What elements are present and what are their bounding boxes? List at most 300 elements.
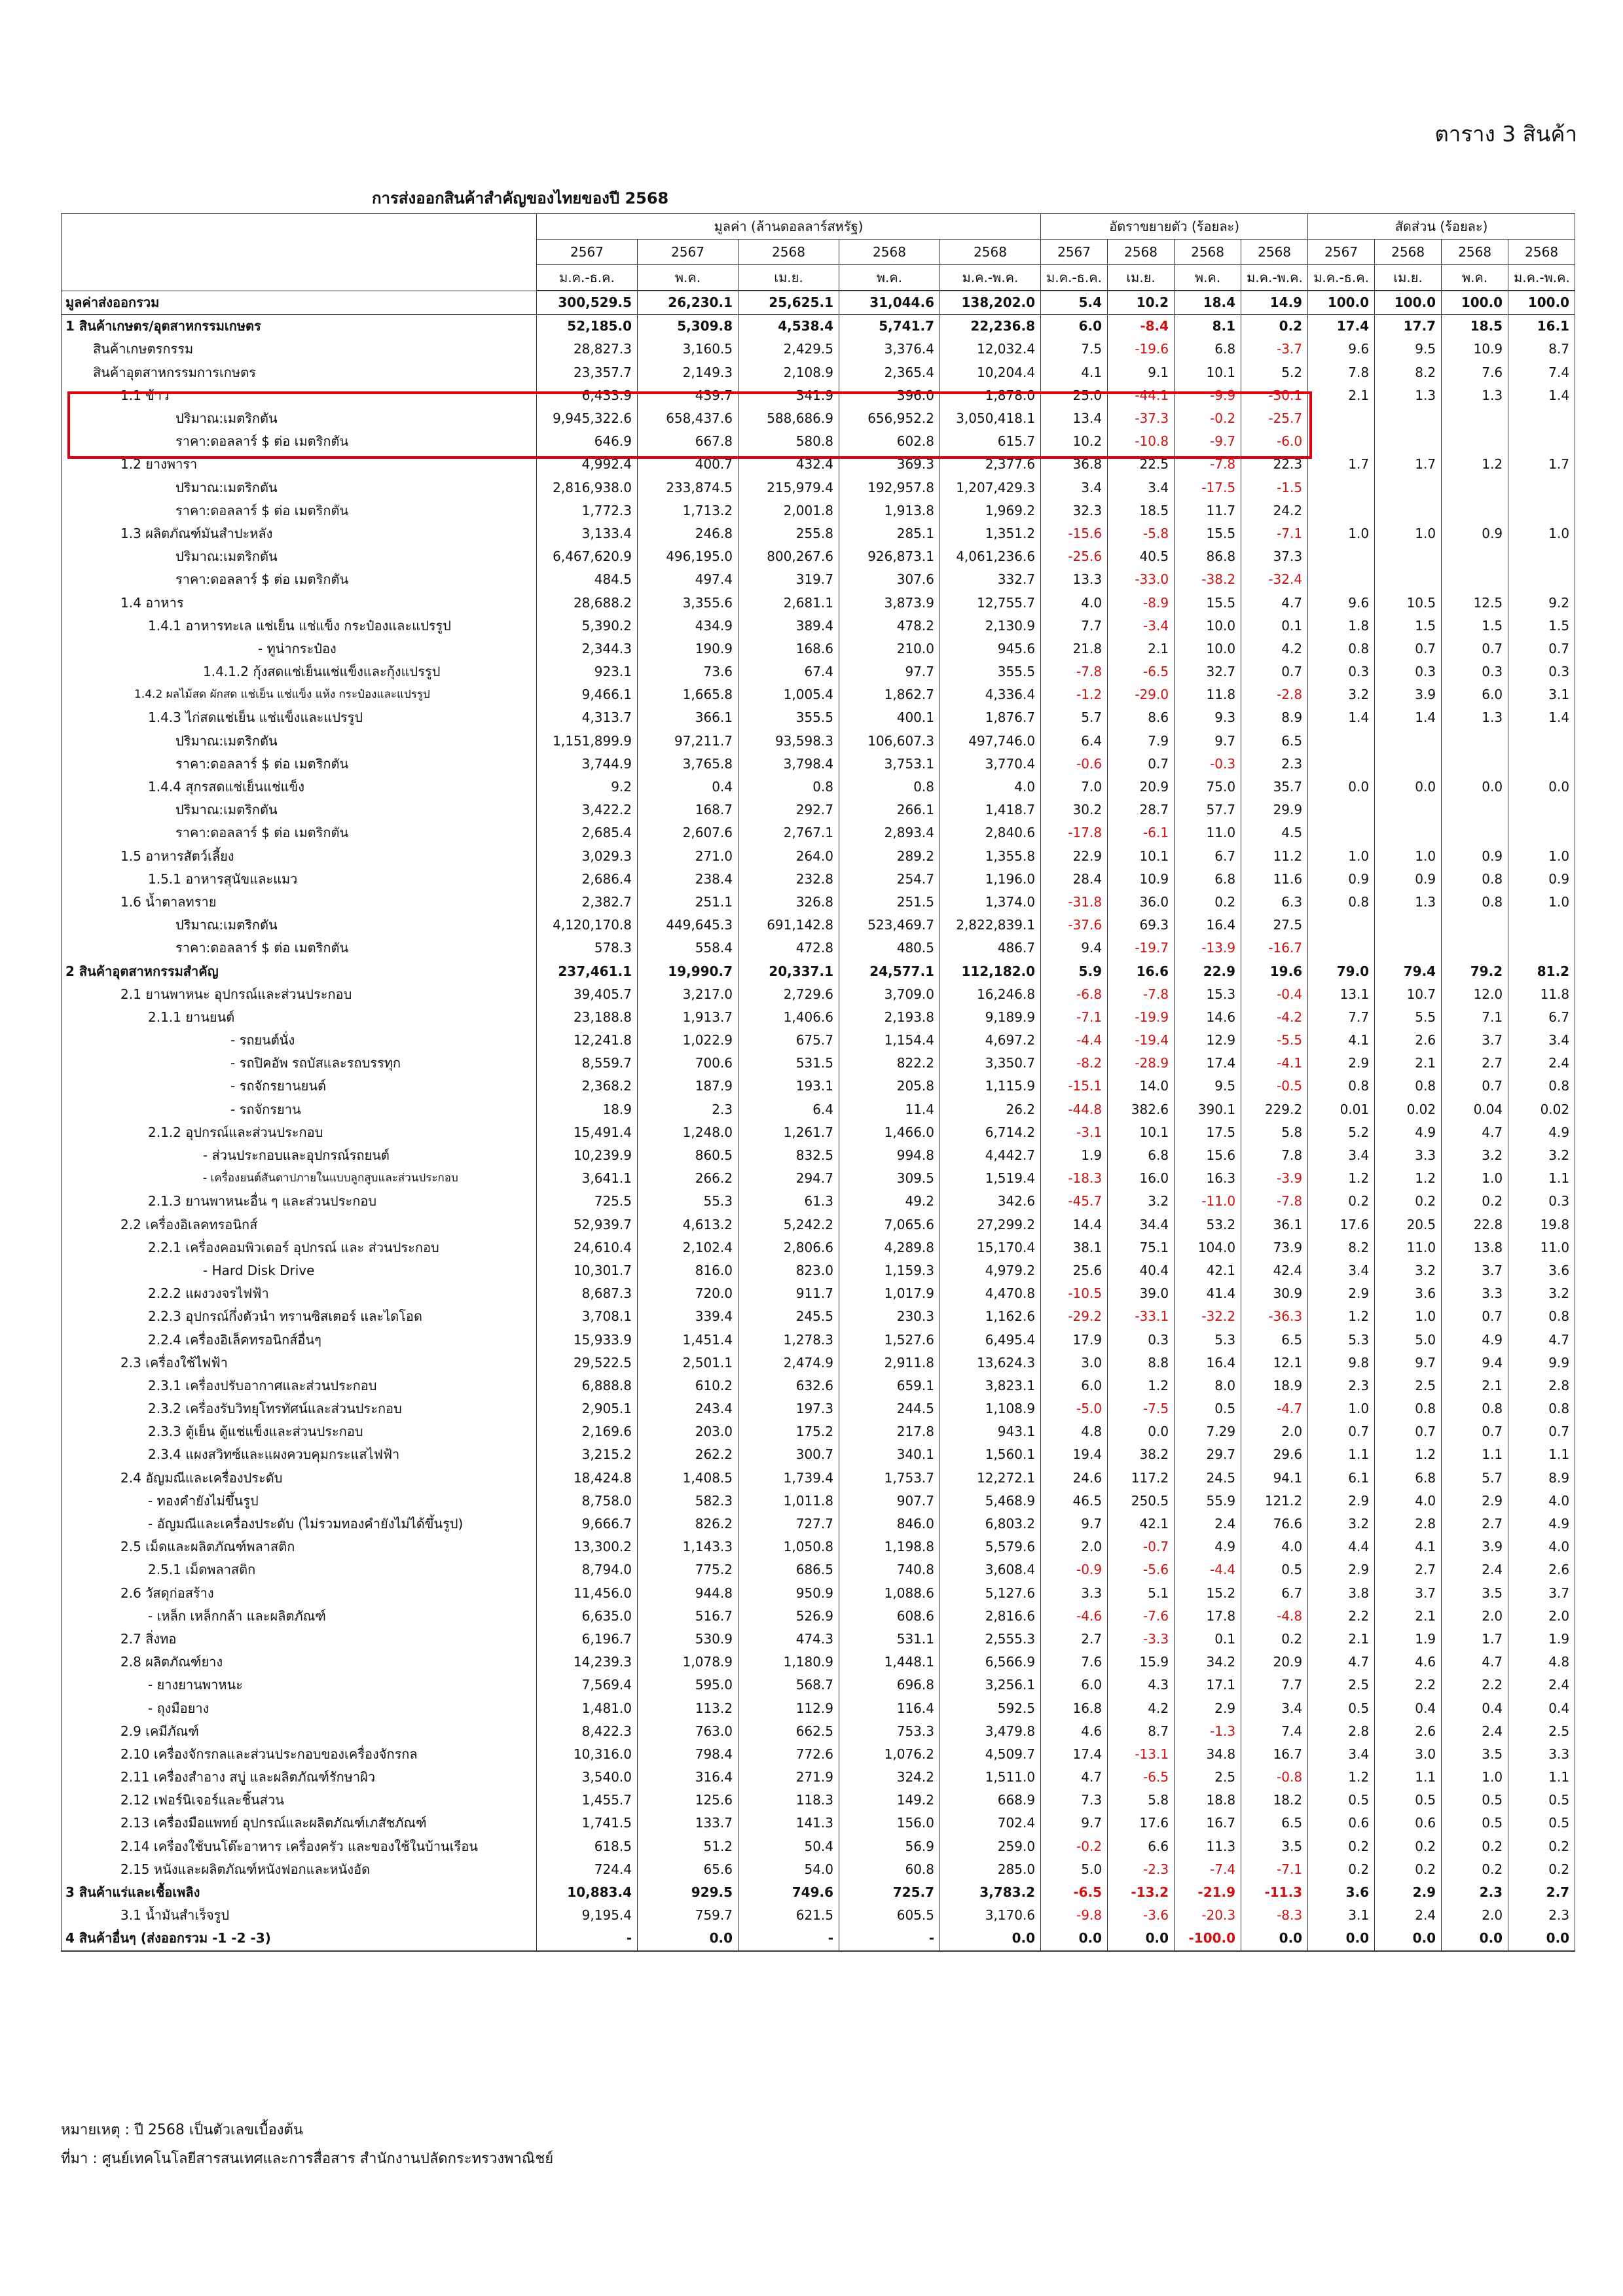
value-cell: 4.7 [1041, 1766, 1108, 1789]
value-cell: -0.8 [1241, 1766, 1308, 1789]
value-cell: -11.0 [1175, 1190, 1241, 1213]
value-cell: 254.7 [839, 868, 940, 891]
value-cell [1508, 430, 1575, 453]
value-cell: 558.4 [638, 937, 739, 960]
row-label: 2.1.1 ยานยนต์ [62, 1006, 537, 1029]
value-cell: -13.1 [1108, 1743, 1175, 1766]
value-cell: 9.2 [1508, 591, 1575, 614]
table-row [62, 1513, 1575, 1535]
value-cell: 5,579.6 [940, 1535, 1041, 1558]
row-label: - ทูน่ากระป๋อง [62, 637, 537, 660]
value-cell: -16.7 [1241, 937, 1308, 960]
row-label: 1.4.3 ไก่สดแช่เย็น แช่แข็งและแปรรูป [62, 706, 537, 729]
value-cell: -4.8 [1241, 1605, 1308, 1628]
value-cell [1375, 568, 1442, 591]
value-cell: -7.4 [1175, 1858, 1241, 1881]
value-cell: 4.9 [1175, 1535, 1241, 1558]
value-cell: 1.3 [1442, 384, 1508, 407]
value-cell: 1,108.9 [940, 1397, 1041, 1420]
value-cell: 4.7 [1308, 1651, 1375, 1674]
value-cell [1508, 499, 1575, 522]
value-cell: 2.7 [1442, 1513, 1508, 1535]
value-cell: 860.5 [638, 1144, 739, 1167]
value-cell: 725.5 [537, 1190, 638, 1213]
value-cell: 232.8 [739, 868, 839, 891]
table-title: การส่งออกสินค้าสำคัญของไทยของปี 2568 [372, 189, 669, 207]
value-cell: 16.8 [1041, 1696, 1108, 1719]
value-cell: 14.6 [1175, 1006, 1241, 1029]
value-cell: 4.0 [1241, 1535, 1308, 1558]
value-cell: 1,154.4 [839, 1029, 940, 1052]
value-cell: 6.8 [1175, 338, 1241, 361]
value-cell: -25.7 [1241, 407, 1308, 430]
value-cell: 0.7 [1308, 1420, 1375, 1443]
value-cell: 230.3 [839, 1305, 940, 1328]
table-row [62, 798, 1575, 821]
value-cell: 568.7 [739, 1674, 839, 1696]
value-cell: 6,433.9 [537, 384, 638, 407]
value-cell: 19,990.7 [638, 960, 739, 982]
value-cell: 29.7 [1175, 1443, 1241, 1466]
value-cell: 4.9 [1442, 1328, 1508, 1351]
value-cell: 3,770.4 [940, 753, 1041, 776]
value-cell: 8.0 [1175, 1374, 1241, 1397]
value-cell: -6.8 [1041, 983, 1108, 1006]
value-cell: 7.0 [1041, 776, 1108, 798]
table-row [62, 1282, 1575, 1305]
row-label: 2.3.3 ตู้เย็น ตู้แช่แข็งและส่วนประกอบ [62, 1420, 537, 1443]
value-cell: 316.4 [638, 1766, 739, 1789]
value-cell: 246.8 [638, 522, 739, 545]
value-cell: 9.9 [1508, 1352, 1575, 1374]
value-cell: 6.8 [1108, 1144, 1175, 1167]
value-cell: -3.6 [1108, 1904, 1175, 1927]
value-cell: 2,816.6 [940, 1605, 1041, 1628]
header-period: พ.ค. [1442, 265, 1508, 291]
value-cell: 592.5 [940, 1696, 1041, 1719]
header-row-groups [62, 214, 1575, 240]
value-cell: -7.8 [1175, 453, 1241, 476]
value-cell: 2,001.8 [739, 499, 839, 522]
value-cell: 0.0 [638, 1927, 739, 1950]
table-row [62, 1651, 1575, 1674]
value-cell: 57.7 [1175, 798, 1241, 821]
value-cell: 0.8 [1442, 1397, 1508, 1420]
value-cell: 0.9 [1308, 868, 1375, 891]
value-cell: 11,456.0 [537, 1582, 638, 1605]
table-row [62, 1374, 1575, 1397]
value-cell: 27,299.2 [940, 1213, 1041, 1236]
row-label: 2.3.2 เครื่องรับวิทยุโทรทัศน์และส่วนประกอบ [62, 1397, 537, 1420]
value-cell [1375, 499, 1442, 522]
value-cell [1308, 407, 1375, 430]
value-cell: 8.1 [1175, 315, 1241, 338]
value-cell: 923.1 [537, 660, 638, 683]
value-cell: 8.7 [1108, 1720, 1175, 1743]
value-cell: 9.1 [1108, 361, 1175, 384]
value-cell: 621.5 [739, 1904, 839, 1927]
value-cell: -28.9 [1108, 1052, 1175, 1075]
value-cell: 197.3 [739, 1397, 839, 1420]
value-cell: 1.0 [1508, 845, 1575, 868]
header-year: 2567 [537, 240, 638, 265]
value-cell: 6.5 [1241, 1812, 1308, 1835]
value-cell: 2.4 [1442, 1558, 1508, 1581]
value-cell: 0.8 [1508, 1397, 1575, 1420]
value-cell: 15.3 [1175, 983, 1241, 1006]
value-cell: 2.0 [1442, 1605, 1508, 1628]
value-cell: 4,336.4 [940, 683, 1041, 706]
value-cell: 2,767.1 [739, 821, 839, 844]
value-cell: -44.8 [1041, 1098, 1108, 1121]
row-label: ปริมาณ:เมตริกตัน [62, 914, 537, 937]
value-cell: 0.7 [1508, 637, 1575, 660]
value-cell: 355.5 [940, 660, 1041, 683]
value-cell: -7.8 [1241, 1190, 1308, 1213]
value-cell: 34.2 [1175, 1651, 1241, 1674]
value-cell: 355.5 [739, 706, 839, 729]
value-cell: 2.7 [1442, 1052, 1508, 1075]
value-cell: 725.7 [839, 1881, 940, 1904]
row-label: - ยางยานพาหนะ [62, 1674, 537, 1696]
row-label: 1.4 อาหาร [62, 591, 537, 614]
header-year: 2568 [839, 240, 940, 265]
table-row [62, 1236, 1575, 1259]
value-cell: 1,511.0 [940, 1766, 1041, 1789]
value-cell [1308, 753, 1375, 776]
value-cell: 3.1 [1308, 1904, 1375, 1927]
value-cell: 94.1 [1241, 1467, 1308, 1490]
value-cell: 4,992.4 [537, 453, 638, 476]
value-cell: 0.02 [1375, 1098, 1442, 1121]
value-cell: 3.4 [1308, 1259, 1375, 1282]
value-cell: 10.5 [1375, 591, 1442, 614]
value-cell: 580.8 [739, 430, 839, 453]
value-cell: 9.8 [1308, 1352, 1375, 1374]
value-cell: 2,893.4 [839, 821, 940, 844]
value-cell: 7.29 [1175, 1420, 1241, 1443]
value-cell: 3,215.2 [537, 1443, 638, 1466]
value-cell: 205.8 [839, 1075, 940, 1098]
value-cell: 79.4 [1375, 960, 1442, 982]
value-cell: 523,469.7 [839, 914, 940, 937]
value-cell: 2.6 [1375, 1029, 1442, 1052]
value-cell: 4,289.8 [839, 1236, 940, 1259]
value-cell: 35.7 [1241, 776, 1308, 798]
value-cell: 578.3 [537, 937, 638, 960]
value-cell: 187.9 [638, 1075, 739, 1098]
value-cell: 24,610.4 [537, 1236, 638, 1259]
row-label: 2.2.2 แผงวงจรไฟฟ้า [62, 1282, 537, 1305]
value-cell: 69.3 [1108, 914, 1175, 937]
footnote-source: ที่มา : ศูนย์เทคโนโลยีสารสนเทศและการสื่อสาร สำนักงานปลัดกระทรวงพาณิชย์ [61, 2151, 554, 2167]
value-cell: 0.9 [1508, 868, 1575, 891]
value-cell: 6.0 [1041, 315, 1108, 338]
value-cell: 2.2 [1375, 1674, 1442, 1696]
value-cell: 289.2 [839, 845, 940, 868]
value-cell: 6.5 [1241, 730, 1308, 753]
value-cell: 1.1 [1442, 1443, 1508, 1466]
value-cell: 2.5 [1375, 1374, 1442, 1397]
value-cell [1508, 545, 1575, 568]
value-cell: -31.8 [1041, 891, 1108, 914]
value-cell: 22.9 [1041, 845, 1108, 868]
value-cell: 2.0 [1442, 1904, 1508, 1927]
value-cell: 1,180.9 [739, 1651, 839, 1674]
value-cell: 1,088.6 [839, 1582, 940, 1605]
value-cell: 292.7 [739, 798, 839, 821]
value-cell: 6,803.2 [940, 1513, 1041, 1535]
value-cell: 0.2 [1508, 1858, 1575, 1881]
value-cell [1308, 798, 1375, 821]
value-cell: 369.3 [839, 453, 940, 476]
value-cell: 1,248.0 [638, 1121, 739, 1144]
value-cell: 2,822,839.1 [940, 914, 1041, 937]
row-label: - เครื่องยนต์สันดาปภายในแบบลูกสูบและส่วนประกอบ [62, 1167, 537, 1190]
table-row [62, 1167, 1575, 1190]
table-row [62, 1052, 1575, 1075]
value-cell [1508, 730, 1575, 753]
value-cell: 79.2 [1442, 960, 1508, 982]
table-row [62, 568, 1575, 591]
value-cell: 215,979.4 [739, 476, 839, 499]
row-label: ปริมาณ:เมตริกตัน [62, 545, 537, 568]
value-cell: 1,355.8 [940, 845, 1041, 868]
value-cell: 0.8 [1442, 891, 1508, 914]
value-cell: 9.4 [1041, 937, 1108, 960]
value-cell: 18.9 [537, 1098, 638, 1121]
value-cell: 19.4 [1041, 1443, 1108, 1466]
table-row [62, 384, 1575, 407]
value-cell: 3,422.2 [537, 798, 638, 821]
value-cell: 1.3 [1375, 384, 1442, 407]
value-cell: 25,625.1 [739, 291, 839, 315]
value-cell: -29.2 [1041, 1305, 1108, 1328]
row-label: ราคา:ดอลลาร์ $ ต่อ เมตริกตัน [62, 499, 537, 522]
value-cell: 740.8 [839, 1558, 940, 1581]
value-cell: 2.2 [1442, 1674, 1508, 1696]
value-cell: -19.6 [1108, 338, 1175, 361]
value-cell: 3.0 [1041, 1352, 1108, 1374]
value-cell: 1,005.4 [739, 683, 839, 706]
value-cell: 12,755.7 [940, 591, 1041, 614]
value-cell: 3.7 [1442, 1029, 1508, 1052]
value-cell: 8.8 [1108, 1352, 1175, 1374]
value-cell: 1.0 [1308, 1397, 1375, 1420]
value-cell: 0.0 [1508, 776, 1575, 798]
value-cell: 0.8 [1308, 891, 1375, 914]
value-cell: 342.6 [940, 1190, 1041, 1213]
value-cell: 2.4 [1442, 1720, 1508, 1743]
value-cell: 0.3 [1375, 660, 1442, 683]
value-cell: 0.8 [1308, 637, 1375, 660]
table-row [62, 545, 1575, 568]
value-cell [1442, 937, 1508, 960]
value-cell: 1.1 [1308, 1443, 1375, 1466]
value-cell: 4.9 [1508, 1121, 1575, 1144]
value-cell: -4.7 [1241, 1397, 1308, 1420]
value-cell: 133.7 [638, 1812, 739, 1835]
value-cell: -37.3 [1108, 407, 1175, 430]
value-cell: 1,143.3 [638, 1535, 739, 1558]
table-row [62, 1696, 1575, 1719]
value-cell: 12.9 [1175, 1029, 1241, 1052]
value-cell: 1.0 [1442, 1766, 1508, 1789]
value-cell: 300.7 [739, 1443, 839, 1466]
value-cell: 16,246.8 [940, 983, 1041, 1006]
value-cell: -3.1 [1041, 1121, 1108, 1144]
value-cell: -0.4 [1241, 983, 1308, 1006]
value-cell: 5.8 [1108, 1789, 1175, 1812]
value-cell: 0.7 [1442, 1075, 1508, 1098]
value-cell: 826.2 [638, 1513, 739, 1535]
value-cell: 25.0 [1041, 384, 1108, 407]
value-cell: 2.1 [1308, 384, 1375, 407]
value-cell: 13.4 [1041, 407, 1108, 430]
value-cell: 9.6 [1308, 591, 1375, 614]
value-cell: -4.2 [1241, 1006, 1308, 1029]
value-cell: 0.8 [1508, 1075, 1575, 1098]
value-cell: 61.3 [739, 1190, 839, 1213]
value-cell: 2,816,938.0 [537, 476, 638, 499]
value-cell: 0.5 [1241, 1558, 1308, 1581]
value-cell: 0.2 [1508, 1835, 1575, 1858]
value-cell: 41.4 [1175, 1282, 1241, 1305]
value-cell: 3.5 [1442, 1743, 1508, 1766]
value-cell: 472.8 [739, 937, 839, 960]
value-cell: 5.2 [1308, 1121, 1375, 1144]
value-cell: 588,686.9 [739, 407, 839, 430]
table-row [62, 637, 1575, 660]
value-cell: 3.5 [1241, 1835, 1308, 1858]
row-label: สินค้าอุตสาหกรรมการเกษตร [62, 361, 537, 384]
value-cell: 15.5 [1175, 522, 1241, 545]
value-cell [1508, 407, 1575, 430]
value-cell: 798.4 [638, 1743, 739, 1766]
value-cell: 1.8 [1308, 615, 1375, 637]
value-cell: 929.5 [638, 1881, 739, 1904]
value-cell: 1,351.2 [940, 522, 1041, 545]
value-cell: 9,195.4 [537, 1904, 638, 1927]
row-label: 1.4.2 ผลไม้สด ผักสด แช่เย็น แช่แข็ง แห้ง กระป๋องและแปรรูป [62, 683, 537, 706]
value-cell: 432.4 [739, 453, 839, 476]
value-cell: 104.0 [1175, 1236, 1241, 1259]
value-cell: -0.3 [1175, 753, 1241, 776]
value-cell: 8.7 [1508, 338, 1575, 361]
value-cell: 2.4 [1375, 1904, 1442, 1927]
value-cell: 168.7 [638, 798, 739, 821]
value-cell: 76.6 [1241, 1513, 1308, 1535]
value-cell: 116.4 [839, 1696, 940, 1719]
value-cell: 9.7 [1041, 1812, 1108, 1835]
value-cell: 149.2 [839, 1789, 940, 1812]
row-label: 2.3.4 แผงสวิทซ์และแผงควบคุมกระแสไฟฟ้า [62, 1443, 537, 1466]
value-cell: 4.1 [1041, 361, 1108, 384]
value-cell: 3,608.4 [940, 1558, 1041, 1581]
value-cell: 3,783.2 [940, 1881, 1041, 1904]
value-cell: 4.6 [1375, 1651, 1442, 1674]
header-period: เม.ย. [739, 265, 839, 291]
value-cell: 1,862.7 [839, 683, 940, 706]
table-row [62, 315, 1575, 338]
row-label: ปริมาณ:เมตริกตัน [62, 730, 537, 753]
value-cell: 531.5 [739, 1052, 839, 1075]
value-cell: 332.7 [940, 568, 1041, 591]
value-cell: 4.0 [1508, 1535, 1575, 1558]
value-cell: 5.9 [1041, 960, 1108, 982]
value-cell: 16.1 [1508, 315, 1575, 338]
value-cell: 994.8 [839, 1144, 940, 1167]
value-cell: 37.3 [1241, 545, 1308, 568]
value-cell [1442, 545, 1508, 568]
value-cell: 251.5 [839, 891, 940, 914]
value-cell: 193.1 [739, 1075, 839, 1098]
value-cell: 1,078.9 [638, 1651, 739, 1674]
value-cell: 24.2 [1241, 499, 1308, 522]
value-cell: 13.1 [1308, 983, 1375, 1006]
header-year: 2567 [638, 240, 739, 265]
value-cell: 7,569.4 [537, 1674, 638, 1696]
value-cell: 0.7 [1508, 1420, 1575, 1443]
row-label: - รถจักรยาน [62, 1098, 537, 1121]
value-cell: 2.9 [1175, 1696, 1241, 1719]
value-cell: 8.9 [1508, 1467, 1575, 1490]
row-label: 1.1 ข้าว [62, 384, 537, 407]
header-period: เม.ย. [1108, 265, 1175, 291]
row-label: 2.2.3 อุปกรณ์กึ่งตัวนำ ทรานซิสเตอร์ และไดโอด [62, 1305, 537, 1328]
value-cell [1375, 430, 1442, 453]
value-cell: 6.5 [1241, 1328, 1308, 1351]
value-cell: 121.2 [1241, 1490, 1308, 1513]
value-cell: 12.5 [1442, 591, 1508, 614]
value-cell: 4.6 [1041, 1720, 1108, 1743]
table-row [62, 338, 1575, 361]
value-cell: 449,645.3 [638, 914, 739, 937]
value-cell: 911.7 [739, 1282, 839, 1305]
value-cell: 0.3 [1508, 1190, 1575, 1213]
value-cell: 55.9 [1175, 1490, 1241, 1513]
value-cell: 6,635.0 [537, 1605, 638, 1628]
row-label: - ทองคำยังไม่ขึ้นรูป [62, 1490, 537, 1513]
value-cell: 0.4 [1508, 1696, 1575, 1719]
value-cell: 0.1 [1241, 615, 1308, 637]
value-cell: 271.9 [739, 1766, 839, 1789]
value-cell: 3.4 [1241, 1696, 1308, 1719]
value-cell: 602.8 [839, 430, 940, 453]
header-period: เม.ย. [1375, 265, 1442, 291]
value-cell [1308, 730, 1375, 753]
value-cell [1375, 798, 1442, 821]
value-cell: 2,840.6 [940, 821, 1041, 844]
value-cell: 772.6 [739, 1743, 839, 1766]
value-cell: 950.9 [739, 1582, 839, 1605]
value-cell: 73.6 [638, 660, 739, 683]
value-cell: 12,032.4 [940, 338, 1041, 361]
value-cell: -33.1 [1108, 1305, 1175, 1328]
value-cell: 0.8 [1442, 868, 1508, 891]
value-cell: 18.5 [1108, 499, 1175, 522]
value-cell: 618.5 [537, 1835, 638, 1858]
header-period: ม.ค.-พ.ค. [940, 265, 1041, 291]
value-cell: 0.0 [1108, 1927, 1175, 1950]
value-cell: -7.1 [1041, 1006, 1108, 1029]
value-cell: 50.4 [739, 1835, 839, 1858]
table-row [62, 291, 1575, 315]
value-cell: 1.2 [1308, 1766, 1375, 1789]
value-cell [1375, 545, 1442, 568]
value-cell: -4.1 [1241, 1052, 1308, 1075]
value-cell: 156.0 [839, 1812, 940, 1835]
